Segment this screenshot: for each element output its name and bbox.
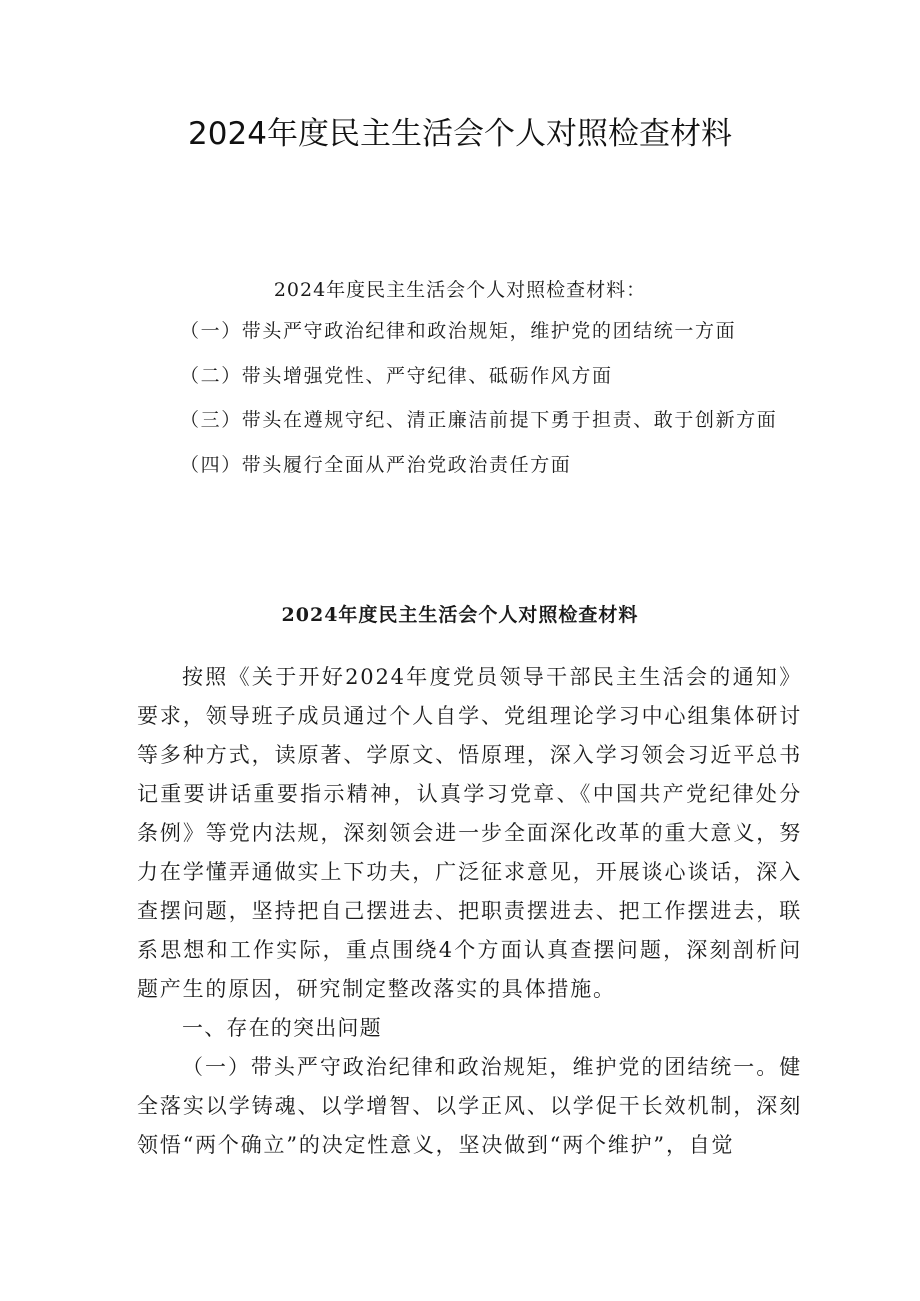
toc-item-4: （四）带头履行全面从严治党政治责任方面 xyxy=(180,453,572,476)
point-1-paragraph: （一）带头严守政治纪律和政治规矩，维护党的团结统一。健全落实以学铸魂、以学增智、以学正风、以学促干长效机制，深刻领悟“两个确立”的决定性意义，坚决做到“两个维护”，自觉 xyxy=(137,1055,802,1157)
intro-paragraph: 按照《关于开好2024年度党员领导干部民主生活会的通知》要求，领导班子成员通过个人自学、党组理论学习中心组集体研讨等多种方式，读原著、学原文、悟原理，深入学习领会习近平总书记重要讲话重要指示精神，认真学习党章、《中国共产党纪律处分条例》等党内法规，深刻领会进一步全面深化改革的重大意义，努力在学懂弄通做实上下功夫，广泛征求意见，开展谈心谈话，深入查摆问题，坚持把自己摆进去、把职责摆进去、把工作摆进去，联系思想和工作实际，重点围绕4个方面认真查摆问题，深刻剖析问题产生的原因，研究制定整改落实的具体措施。 xyxy=(137,665,802,1001)
section-title: 2024年度民主生活会个人对照检查材料 xyxy=(281,604,639,626)
toc-item-2: （二）带头增强党性、严守纪律、砥砺作风方面 xyxy=(180,364,613,387)
heading-existing-problems: 一、存在的突出问题 xyxy=(182,1016,382,1040)
toc-item-1: （一）带头严守政治纪律和政治规矩，维护党的团结统一方面 xyxy=(180,320,737,342)
toc-item-3: （三）带头在遵规守纪、清正廉洁前提下勇于担责、敢于创新方面 xyxy=(180,409,778,431)
toc-list xyxy=(180,316,777,494)
toc-heading: 2024年度民主生活会个人对照检查材料： xyxy=(273,279,647,301)
body-text xyxy=(137,658,802,1165)
document-title: 2024年度民主生活会个人对照检查材料 xyxy=(188,116,732,152)
